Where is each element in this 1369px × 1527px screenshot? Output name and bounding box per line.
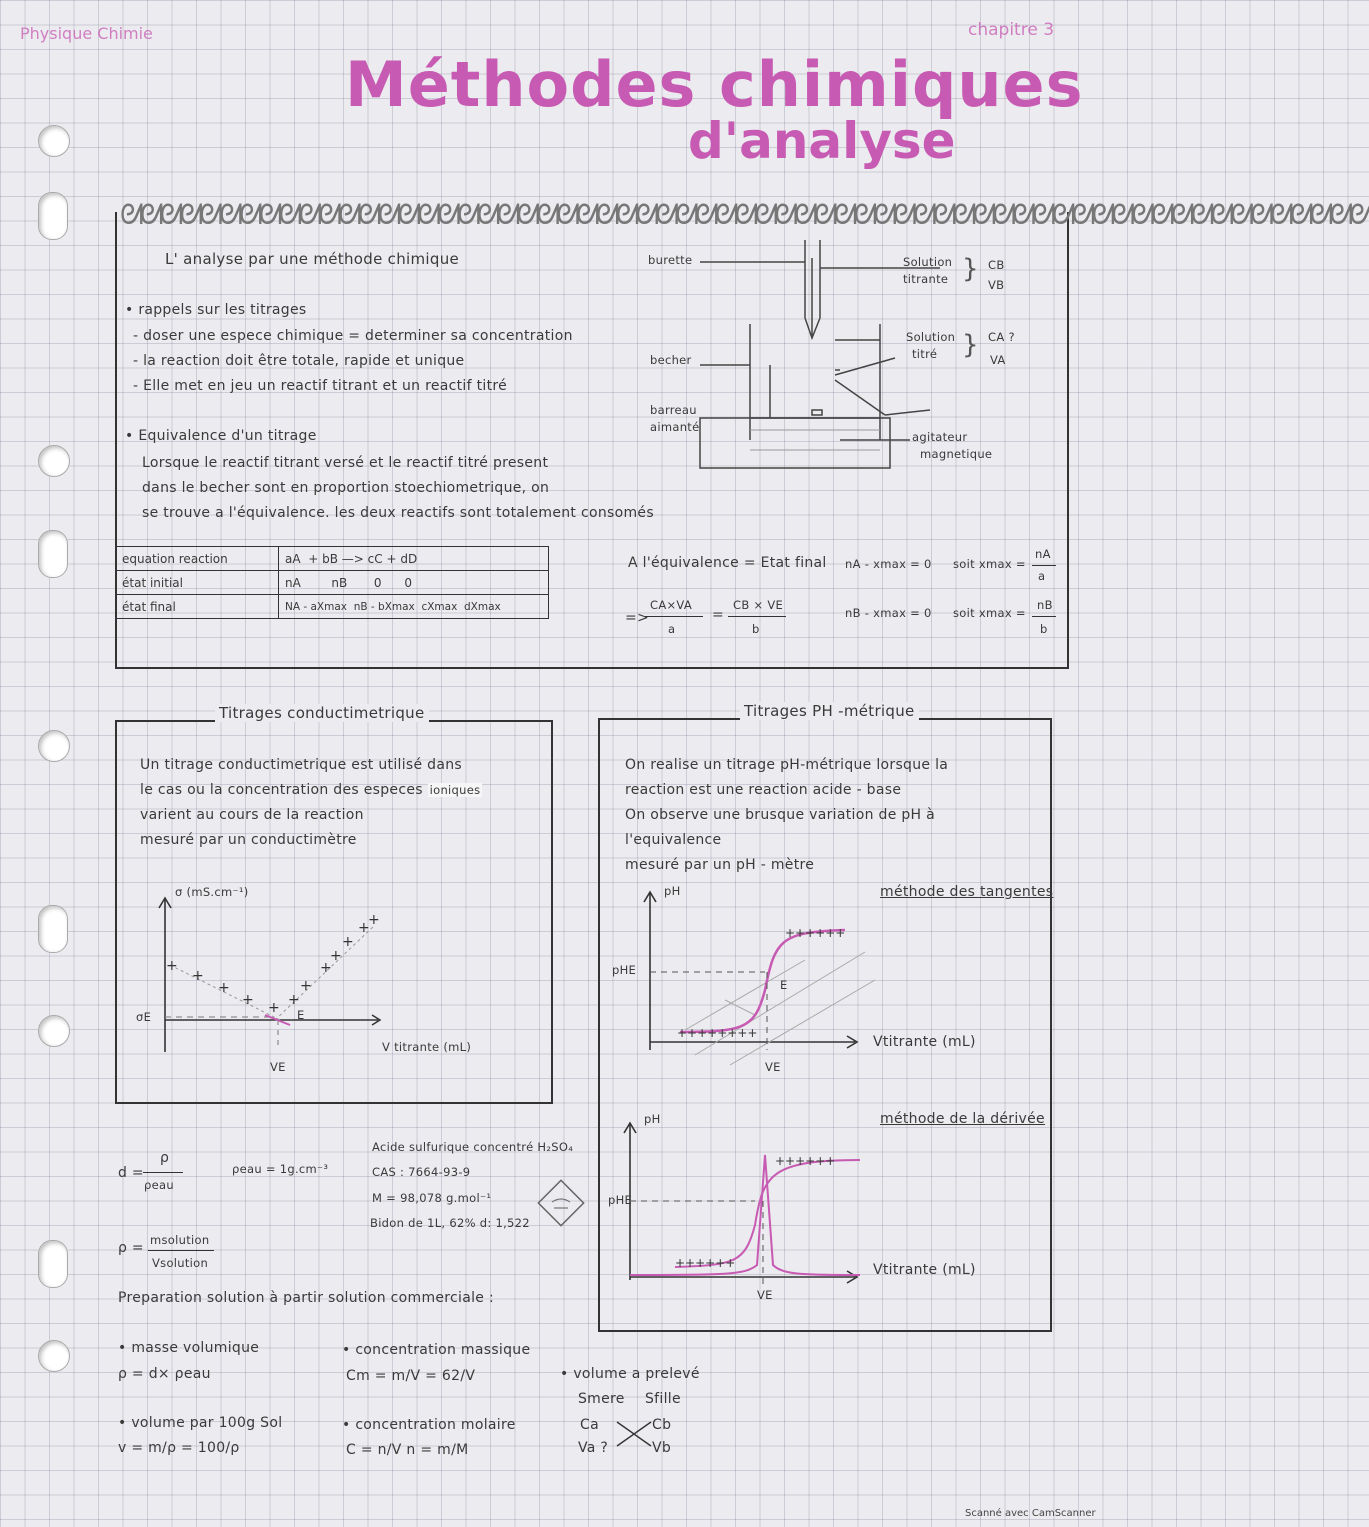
svg-text:+: +: [192, 968, 204, 984]
equiv-state-label: A l'équivalence = Etat final: [628, 555, 827, 571]
acid-info: Bidon de 1L, 62% d: 1,522: [370, 1216, 530, 1230]
svg-text:+: +: [368, 912, 380, 928]
label-burette: burette: [648, 253, 693, 267]
label-ca: CA ?: [988, 330, 1015, 344]
phe-label: pHE: [612, 963, 637, 977]
svg-text:+: +: [242, 992, 254, 1008]
conduct-text: mesuré par un conductimètre: [140, 832, 357, 848]
frac-den: b: [1040, 622, 1048, 636]
frac-bar: [645, 616, 703, 617]
table-row: [116, 595, 549, 619]
label-magnetique: magnetique: [920, 447, 993, 461]
frac-bar: [1032, 565, 1056, 566]
molar-concentration-formula: C = n/V n = m/M: [346, 1442, 469, 1458]
svg-text:+: +: [358, 920, 370, 936]
binder-hole: [38, 1015, 70, 1047]
page-title: Méthodes chimiques: [345, 48, 1084, 121]
frac-num: CA×VA: [650, 598, 693, 612]
table-cell: nA nB 0 0: [279, 571, 549, 595]
spiral-border: ᘛᘛᘛᘛᘛᘛᘛᘛᘛᘛᘛᘛᘛᘛᘛᘛᘛᘛᘛᘛᘛᘛᘛᘛᘛᘛᘛᘛᘛᘛᘛᘛᘛᘛᘛᘛᘛᘛᘛᘛᘛᘛᘛᘛᘛᘛᘛᘛᘛᘛᘛᘛᘛᘛᘛᘛᘛᘛᘛᘛᘛᘛᘛ: [120, 198, 1369, 231]
equiv-line: se trouve a l'équivalence. les deux reactifs sont totalement consomés: [142, 505, 654, 521]
frac-bar: [148, 1250, 214, 1251]
table-cell: état final: [116, 595, 279, 619]
frac-num: CB × VE: [733, 598, 784, 612]
ph-text: On observe une brusque variation de pH à: [625, 807, 935, 823]
binder-hole: [38, 1340, 70, 1372]
frac-num: ρ: [160, 1150, 170, 1166]
binder-hole: [38, 730, 70, 762]
scanner-watermark: Scanné avec CamScanner: [965, 1508, 1096, 1519]
ve-label: VE: [757, 1288, 773, 1302]
axis-label-v-titrante: V titrante (mL): [382, 1040, 472, 1054]
bullet-equivalence: • Equivalence d'un titrage: [125, 428, 317, 444]
bullet-mass-concentration: • concentration massique: [342, 1342, 531, 1358]
label-solution-titre-2: titré: [912, 347, 938, 361]
label-solution-titrante: Solution: [903, 255, 953, 269]
e-point-label: E: [297, 1008, 305, 1022]
svg-text:+: +: [342, 934, 354, 950]
ph-tangent-graph: [605, 880, 1045, 1080]
acid-info: CAS : 7664-93-9: [372, 1165, 471, 1179]
conduct-text: varient au cours de la reaction: [140, 807, 364, 823]
axis-label-sigma: σ (mS.cm⁻¹): [175, 885, 249, 899]
ve-label: VE: [765, 1060, 781, 1074]
equiv-line: dans le becher sont en proportion stoechiometrique, on: [142, 480, 550, 496]
ph-text: l'equivalence: [625, 832, 722, 848]
rappel-line: - doser une espece chimique = determiner sa concentration: [133, 328, 573, 344]
label-barreau: barreau: [650, 403, 697, 417]
method-derivative-label: méthode de la dérivée: [880, 1111, 1045, 1127]
axis-label-ph: pH: [644, 1112, 661, 1126]
label-vb: Vb: [652, 1440, 672, 1456]
cross-multiply-icon: [615, 1420, 655, 1450]
equiv-soit-1: soit xmax =: [953, 557, 1026, 571]
frac-den: a: [1038, 569, 1046, 583]
ve-label: VE: [270, 1060, 286, 1074]
equiv-soit-2: soit xmax =: [953, 606, 1026, 620]
chapter-label: chapitre 3: [968, 20, 1055, 40]
label-vb: VB: [988, 278, 1005, 292]
rappel-line: - la reaction doit être totale, rapide et unique: [133, 353, 465, 369]
frac-bar: [143, 1172, 183, 1173]
acid-info: M = 98,078 g.mol⁻¹: [372, 1191, 492, 1205]
sigma-e-label: σE: [136, 1010, 152, 1024]
equiv-nb-eq: nB - xmax = 0: [845, 606, 932, 620]
equiv-line: Lorsque le reactif titrant versé et le reactif titré present: [142, 455, 549, 471]
bullet-molar-concentration: • concentration molaire: [342, 1417, 516, 1433]
svg-text:+: +: [218, 980, 230, 996]
table-row: [116, 547, 549, 571]
svg-text:+: +: [320, 960, 332, 976]
section-heading: Titrages conductimetrique: [215, 704, 429, 722]
bullet-text: Equivalence d'un titrage: [138, 428, 317, 444]
frac-den: b: [752, 622, 760, 636]
label-solution-titre: Solution: [906, 330, 956, 344]
ph-derivative-graph: [605, 1115, 1045, 1315]
rho-water: ρeau = 1g.cm⁻³: [232, 1162, 329, 1176]
implies-arrow: =>: [625, 610, 650, 626]
page-subtitle: d'analyse: [688, 112, 956, 170]
corrosive-hazard-icon: [534, 1176, 588, 1230]
ph-text: On realise un titrage pH-métrique lorsque la: [625, 757, 949, 773]
frac-num: nA: [1035, 547, 1051, 561]
frac-den: a: [668, 622, 676, 636]
method-tangents-label: méthode des tangentes: [880, 884, 1054, 900]
label-aimante: aimanté: [650, 420, 700, 434]
svg-text:++++++++: ++++++++: [677, 1026, 758, 1040]
table-cell: état initial: [116, 571, 279, 595]
axis-label-v-titrante: Vtitrante (mL): [873, 1034, 976, 1050]
rappel-line: - Elle met en jeu un reactif titrant et un reactif titré: [133, 378, 508, 394]
label-becher: becher: [650, 353, 692, 367]
binder-hole: [38, 905, 68, 953]
svg-text:+: +: [330, 948, 342, 964]
frac-den: Vsolution: [152, 1256, 209, 1270]
label-sfille: Sfille: [645, 1391, 681, 1407]
label-ca: Ca: [580, 1417, 599, 1433]
svg-text:+: +: [300, 978, 312, 994]
progress-table: [115, 546, 549, 619]
ph-text: mesuré par un pH - mètre: [625, 857, 815, 873]
binder-hole: [38, 530, 68, 578]
svg-text:++++++: ++++++: [785, 926, 846, 940]
brace-icon: }: [962, 330, 979, 360]
bullet-rappels: • rappels sur les titrages: [125, 302, 307, 318]
volume-formula: v = m/ρ = 100/ρ: [118, 1440, 240, 1456]
label-cb: Cb: [652, 1417, 672, 1433]
section-heading: Titrages PH -métrique: [740, 702, 919, 720]
label-solution-titrante-2: titrante: [903, 272, 949, 286]
table-row: [116, 571, 549, 595]
conduct-text: le cas ou la concentration des especes ioniques: [140, 782, 481, 798]
brace-icon: }: [962, 254, 979, 284]
svg-text:+: +: [288, 992, 300, 1008]
prep-heading: Preparation solution à partir solution commerciale :: [118, 1290, 494, 1306]
acid-info: Acide sulfurique concentré H₂SO₄: [372, 1140, 574, 1154]
frac-bar: [728, 616, 786, 617]
label-va: Va ?: [578, 1440, 609, 1456]
table-cell: aA + bB —> cC + dD: [279, 547, 549, 571]
svg-text:++++++: ++++++: [675, 1256, 736, 1270]
table-cell: equation reaction: [116, 547, 279, 571]
binder-hole: [38, 125, 70, 157]
label-va: VA: [990, 353, 1006, 367]
mass-concentration-formula: Cm = m/V = 62/V: [346, 1368, 476, 1384]
svg-text:+: +: [166, 958, 178, 974]
density-label: d =: [118, 1165, 144, 1181]
bullet-mass-volume: • masse volumique: [118, 1340, 260, 1356]
section-heading: L' analyse par une méthode chimique: [165, 250, 460, 268]
e-point-label: E: [780, 978, 788, 992]
rho-label: ρ =: [118, 1240, 144, 1256]
ph-text: reaction est une reaction acide - base: [625, 782, 902, 798]
label-smere: Smere: [578, 1391, 625, 1407]
binder-hole: [38, 445, 70, 477]
svg-text:+: +: [268, 1000, 280, 1016]
svg-text:++++++: ++++++: [775, 1154, 836, 1168]
equals-sign: =: [712, 607, 725, 623]
axis-label-v-titrante: Vtitrante (mL): [873, 1262, 976, 1278]
axis-label-ph: pH: [664, 884, 681, 898]
equiv-na-eq: nA - xmax = 0: [845, 557, 932, 571]
binder-hole: [38, 192, 68, 240]
label-agitateur: agitateur: [912, 430, 968, 444]
bullet-volume-prelevement: • volume a prelevé: [560, 1366, 700, 1382]
frac-den: ρeau: [144, 1178, 174, 1192]
subject-label: Physique Chimie: [20, 24, 153, 43]
conduct-text: Un titrage conductimetrique est utilisé dans: [140, 757, 462, 773]
table-cell: NA - aXmax nB - bXmax cXmax dXmax: [279, 595, 549, 619]
mass-volume-formula: ρ = d× ρeau: [118, 1366, 211, 1382]
bullet-text: rappels sur les titrages: [138, 302, 307, 318]
phe-label: pHE: [608, 1193, 633, 1207]
label-cb: CB: [988, 258, 1005, 272]
bullet-volume: • volume par 100g Sol: [118, 1415, 283, 1431]
binder-hole: [38, 1240, 68, 1288]
frac-num: msolution: [150, 1233, 210, 1247]
frac-num: nB: [1037, 598, 1053, 612]
frac-bar: [1032, 616, 1056, 617]
